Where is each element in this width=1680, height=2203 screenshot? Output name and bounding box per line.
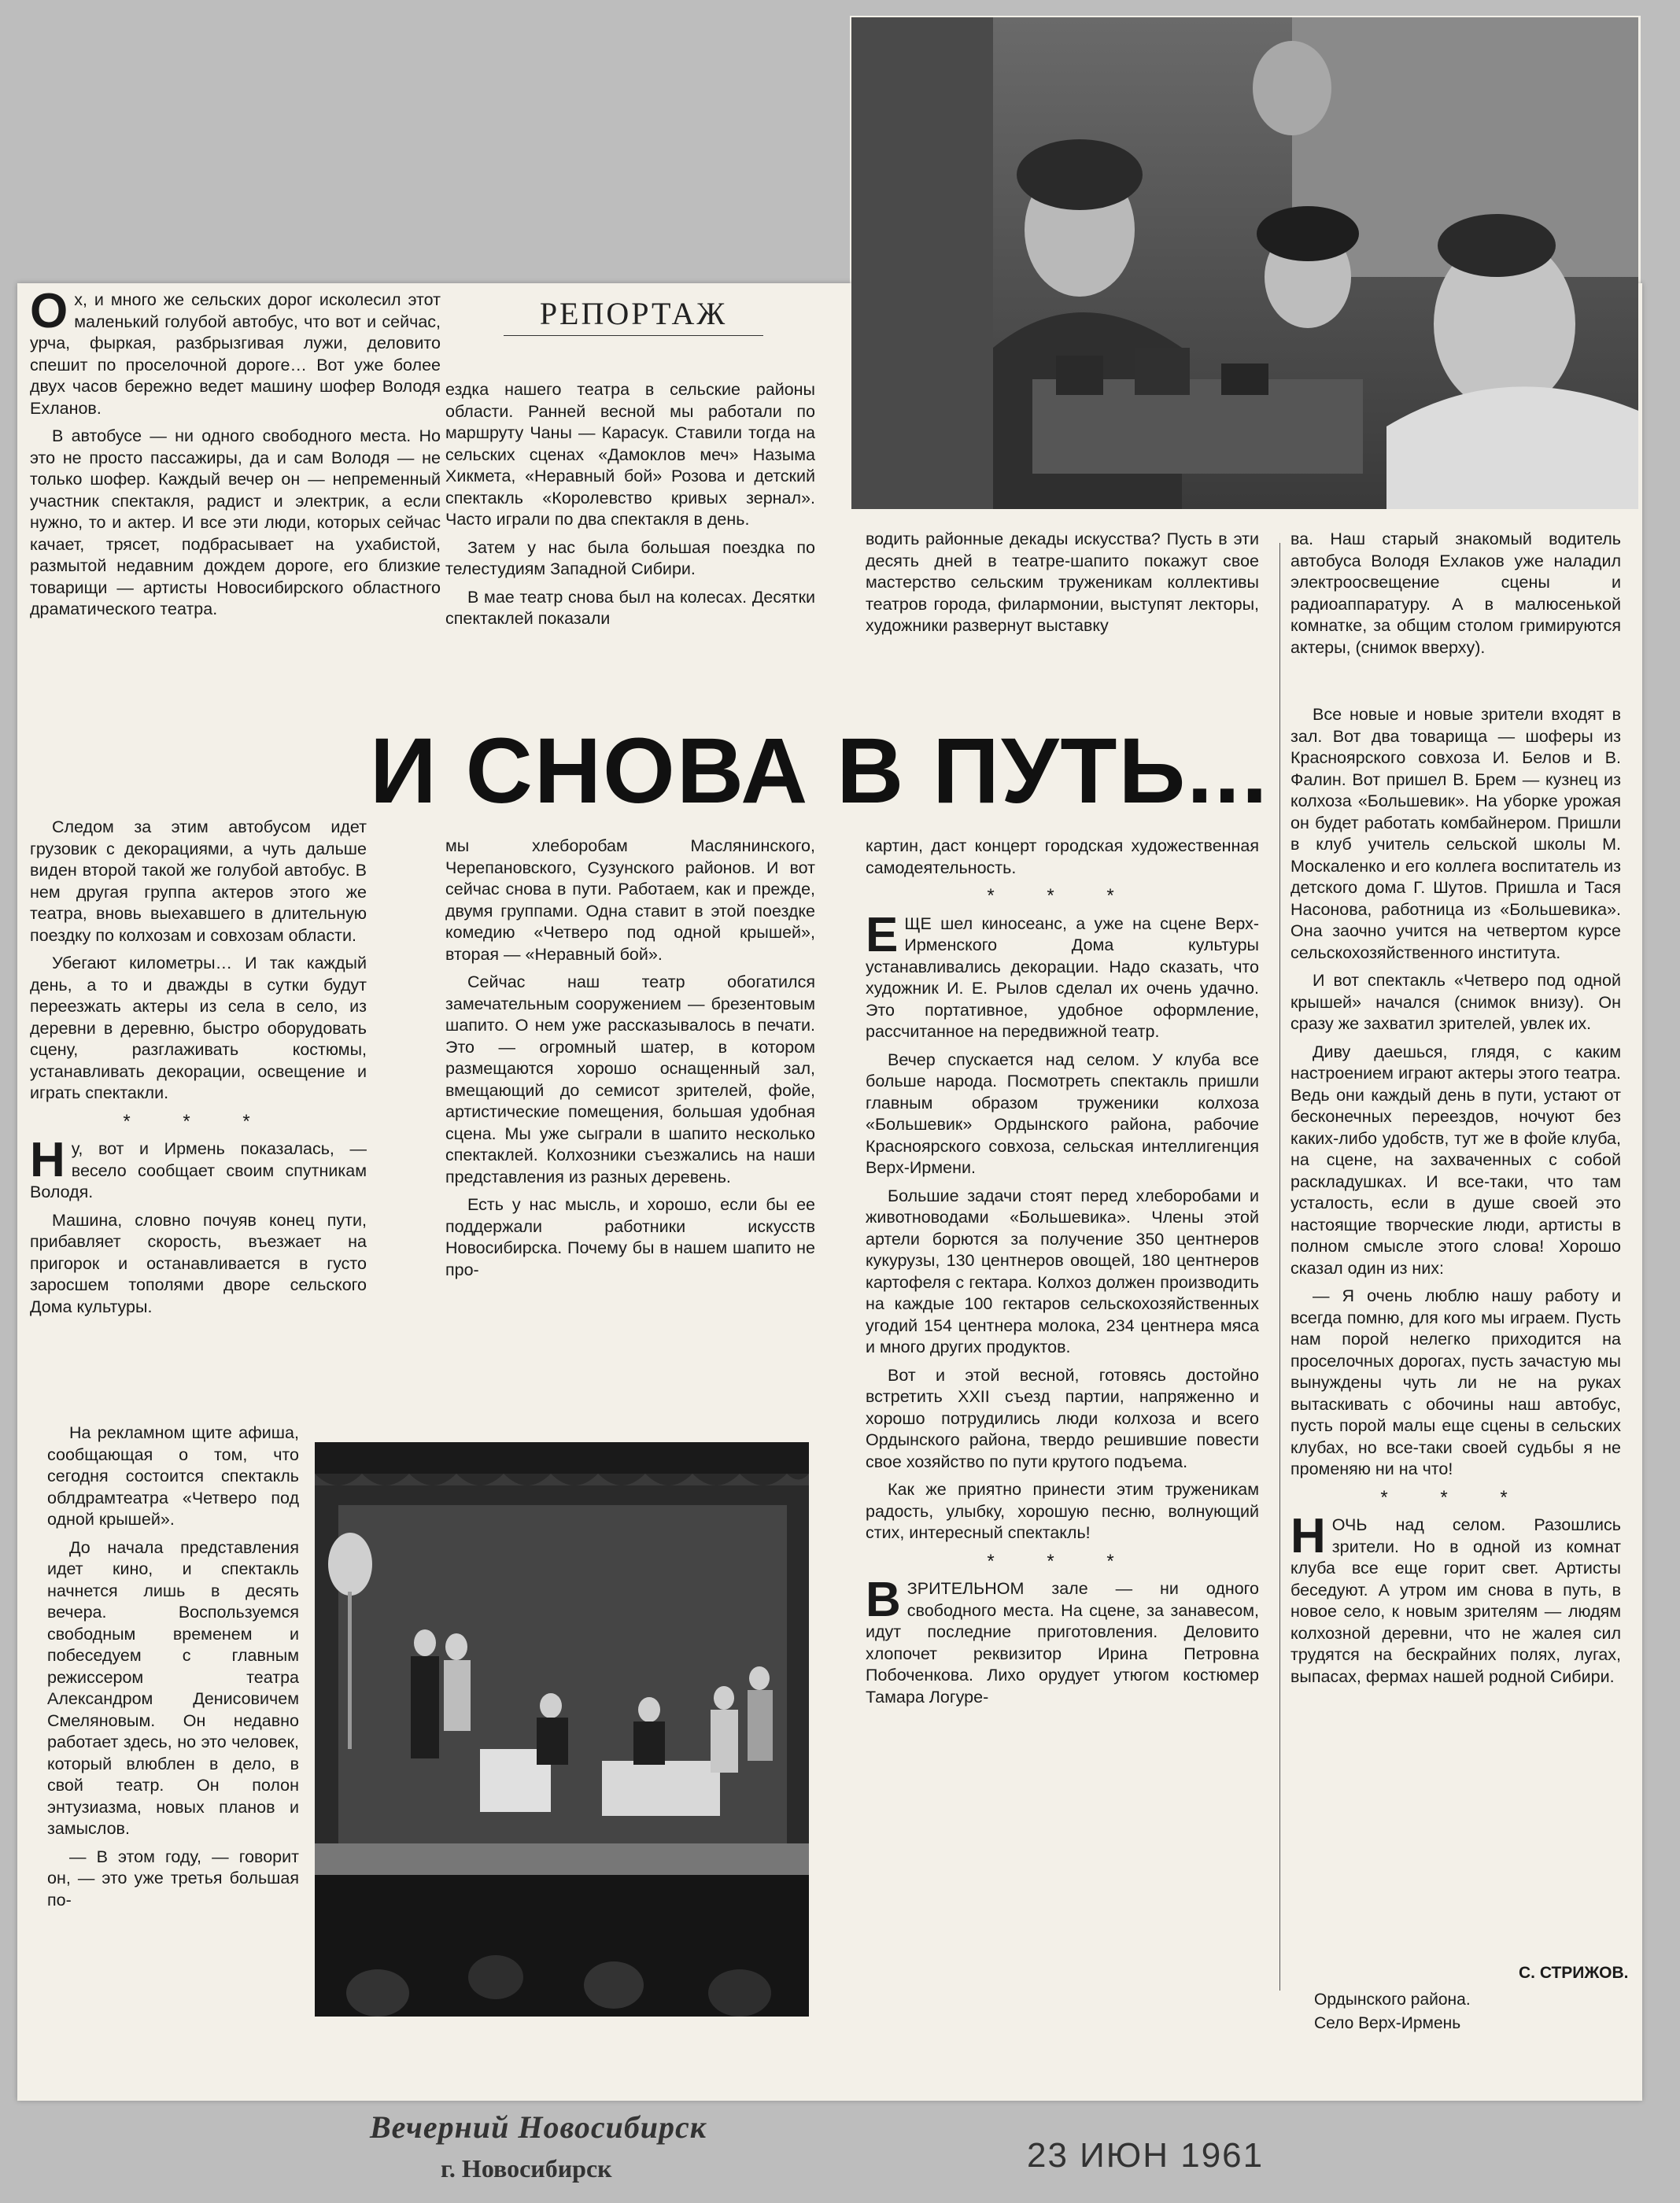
section-separator: * * * <box>987 885 1138 906</box>
drop-cap: В <box>866 1573 901 1627</box>
paragraph: мы хлеборобам Маслянинского, Черепановского, Сузунского районов. И вот сейчас снова в пути. Работаем, как и прежде, двумя группами. Одна ставит в этой поездке комедию «Четверо под одной крышей», вторая — «Неравный бой». <box>445 836 815 964</box>
paragraph: Большие задачи стоят перед хлеборобами и животноводами «Большевика». Члены этой артели борются за получение 350 центнеров кукурузы, 130 центнеров овощей, 180 центнеров картофеля с гектара. Колхоз должен производить на каждые 100 гектаров сельскохозяйственных угодий 154 центнера молока, 234 центнера мяса и много других продуктов. <box>866 1186 1259 1356</box>
paragraph: ЕЩЕ шел киносеанс, а уже на сцене Верх-Ирменского Дома культуры устанавливались декорации. Надо сказать, что художник И. Е. Рылов сделал их очень удачно. Это портативное, удобное оформление, рассчитанное на передвижной театр. <box>866 907 1259 1041</box>
paragraph: Машина, словно почуяв конец пути, прибавляет скорость, въезжает на пригорок и останавливается в густо заросшем тополями дворе сельского Дома культуры. <box>30 1210 367 1316</box>
column-3-lower <box>866 836 1259 1714</box>
city-stamp: г. Новосибирск <box>441 2154 612 2183</box>
column-3 <box>866 529 1259 644</box>
column-4 <box>1290 529 1621 665</box>
section-rubric: РЕПОРТАЖ <box>504 295 763 336</box>
paragraph: Вот и этой весной, готовясь достойно встретить XXII съезд партии, напряженно и хорошо потрудились люди колхоза и всего Ордынского района, твердо решившие повести свое хозяйство по пути крутого подъема. <box>866 1365 1259 1471</box>
column-4-lower <box>1290 704 1621 1694</box>
paragraph: Следом за этим автобусом идет грузовик с декорациями, а чуть дальше виден второй такой же голубой автобус. В нем другая группа актеров этого же театра, вновь выехавшего в длительную поездку по колхозам и совхозам области. <box>30 817 367 945</box>
paragraph: Сейчас наш театр обогатился замечательным сооружением — брезентовым шапито. О нем уже рассказывалось в печати. Это — огромный шатер, в котором размещаются хорошо оснащенный зал, вмещающий до семисот зрителей, фойе, артистические помещения, большая удобная сцена. Мы уже сыграли в шапито несколько спектаклей. Колхозники съезжались на наши представления из разных деревень. <box>445 972 815 1186</box>
column-divider <box>1279 543 1280 1991</box>
photo-stage-performance <box>315 1442 809 2017</box>
author-signature: С. СТРИЖОВ. <box>1519 1964 1629 1982</box>
section-separator: * * * <box>987 1550 1138 1572</box>
paragraph: НОЧЬ над селом. Разошлись зрители. Но в одной из комнат клуба все еще горит свет. Артисты беседуют. А утром им снова в путь, в новое село, к новым зрителям — людям колхозной деревни, что не жалея сил трудятся на бескрайних полях, лугах, выпасах, фермах нашей родной Сибири. <box>1290 1509 1621 1686</box>
drop-cap: Н <box>30 1133 65 1187</box>
section-separator: * * * <box>1380 1486 1531 1508</box>
column-1-lower <box>30 817 367 1324</box>
paragraph: Ну, вот и Ирмень показалась, — весело сообщает своим спутникам Володя. <box>30 1133 367 1201</box>
paragraph: Убегают километры… И так каждый день, а то и дважды в сутки будут переезжать актеры из села в село, из деревни в деревню, быстро оборудовать сцену, разглаживать костюмы, устанавливать декорации, освещение и играть спектакли. <box>30 954 367 1102</box>
author-location: Ордынского района. <box>1314 1991 1471 2009</box>
paragraph: Есть у нас мысль, и хорошо, если бы ее поддержали работники искусств Новосибирска. Почему бы в нашем шапито не про- <box>445 1195 815 1279</box>
column-1-bottom <box>47 1423 299 1917</box>
photo-actors-makeup <box>851 17 1638 509</box>
paragraph: Вечер спускается над селом. У клуба все больше народа. Посмотреть спектакль пришли главным образом труженики колхоза «Большевик» Ордынского района, рабочие Красноярского совхоза, сельская интеллигенция Верх-Ирмени. <box>866 1050 1259 1177</box>
paragraph: — Я очень люблю нашу работу и всегда помню, для кого мы играем. Пусть нам порой нелегко приходится на проселочных дорогах, пусть зачастую мы вынуждены чуть ли не на руках вытаскивать с обочины наш автобус, пусть порой малы еще сцены в сельских клубах, но все-таки своей судьбы я не променяю ни на что! <box>1290 1286 1621 1478</box>
column-1 <box>30 284 441 627</box>
date-stamp: 23 ИЮН 1961 <box>1027 2136 1265 2175</box>
paragraph: ва. Наш старый знакомый водитель автобуса Володя Ехлаков уже наладил электроосвещение сцены и радиоаппаратуру. А в малюсенькой комнатке, за общим столом гримируются актеры, (снимок вверху). <box>1290 530 1621 657</box>
section-separator: * * * <box>123 1110 274 1132</box>
paragraph: Затем у нас была большая поездка по телестудиям Западной Сибири. <box>445 537 815 578</box>
paragraph: Все новые и новые зрители входят в зал. Вот два товарища — шоферы из Красноярского совхоза И. Белов и В. Фалин. Вот пришел В. Брем — кузнец из колхоза «Большевик». На уборке урожая он будет работать комбайнером. Пришли в клуб учитель сельской школы М. Москаленко и его коллега воспитатель из детского дома Г. Шутов. Пришла и Тася Насонова, работница из «Большевика». Она заочно учится на четвертом курсе сельскохозяйственного института. <box>1290 705 1621 962</box>
paragraph: Как же приятно принести этим труженикам радость, улыбку, хорошую песню, волнующий стих, интересный спектакль! <box>866 1480 1259 1542</box>
drop-cap: Е <box>866 907 899 962</box>
newspaper-stamp: Вечерний Новосибирск <box>370 2109 707 2145</box>
paragraph: До начала представления идет кино, и спектакль начнется лишь в десять вечера. Воспользуемся свободным временем и побеседуем с главным режиссером театра Александром Денисовичем Смеляновым. Он недавно работает здесь, но это человек, который влюблен в дело, в свой театр. Он полон энтузиазма, новых планов и замыслов. <box>47 1537 299 1838</box>
paragraph: В автобусе — ни одного свободного места. Но это не просто пассажиры, да и сам Володя — не только шофер. Каждый вечер он — непременный участник спектакля, радист и электрик, а если нужно, то и актер. И все эти люди, которых сейчас качает, трясет, подбрасывает на ухабистой, размытой недавним дождем дороге, его близкие товарищи — артисты Новосибирского областного драматического театра. <box>30 426 441 618</box>
paragraph: В мае театр снова был на колесах. Десятки спектаклей показали <box>445 587 815 628</box>
paragraph: Ох, и много же сельских дорог исколесил этот маленький голубой автобус, что вот и сейчас, урча, фыркая, разбрызгивая лужи, деловито спешит по проселочной дороге… Вот уже более двух часов бережно ведет машину шофер Володя Ехланов. <box>30 284 441 418</box>
column-2-lower <box>445 836 815 1287</box>
author-location: Село Верх-Ирмень <box>1314 2014 1461 2032</box>
headline: И СНОВА В ПУТЬ... <box>370 719 1269 823</box>
drop-cap: Н <box>1290 1509 1326 1563</box>
paragraph: Диву даешься, глядя, с каким настроением играют актеры этого театра. Ведь они каждый день в пути, устают от бесконечных переездов, ночуют без каких-либо удобств, тут же в фойе клуба, на сцене, на захваченных с собой раскладушках. И все-таки, что там усталость, если в душе своей это настоящие творческие люди, артисты в полном смысле этого слова! Хорошо сказал один из них: <box>1290 1042 1621 1278</box>
paragraph: картин, даст концерт городская художественная самодеятельность. <box>866 836 1259 877</box>
paragraph: — В этом году, — говорит он, — это уже третья большая по- <box>47 1847 299 1910</box>
paragraph: водить районные декады искусства? Пусть в эти десять дней в театре-шапито покажут свое мастерство сельским труженикам коллективы театров города, филармонии, выступят лекторы, художники развернут выставку <box>866 530 1259 635</box>
paragraph: И вот спектакль «Четверо под одной крышей» начался (снимок внизу). Он сразу же захватил зрителей, увлек их. <box>1290 971 1621 1033</box>
paragraph: ездка нашего театра в сельские районы области. Ранней весной мы работали по маршруту Чаны — Карасук. Ставили тогда на сельских сценах «Дамоклов меч» Назыма Хикмета, «Неравный бой» Розова и детский спектакль «Королевство кривых зернал». Часто играли по два спектакля в день. <box>445 380 815 529</box>
paragraph: ВЗРИТЕЛЬНОМ зале — ни одного свободного места. На сцене, за занавесом, идут последние приготовления. Деловито хлопочет реквизитор Ирина Петровна Побоченкова. Лихо орудует утюгом костюмер Тамара Логуре- <box>866 1573 1259 1707</box>
column-2 <box>445 379 815 637</box>
paragraph: На рекламном щите афиша, сообщающая о том, что сегодня состоится спектакль облдрамтеатра «Четверо под одной крышей». <box>47 1423 299 1529</box>
drop-cap: О <box>30 284 68 338</box>
